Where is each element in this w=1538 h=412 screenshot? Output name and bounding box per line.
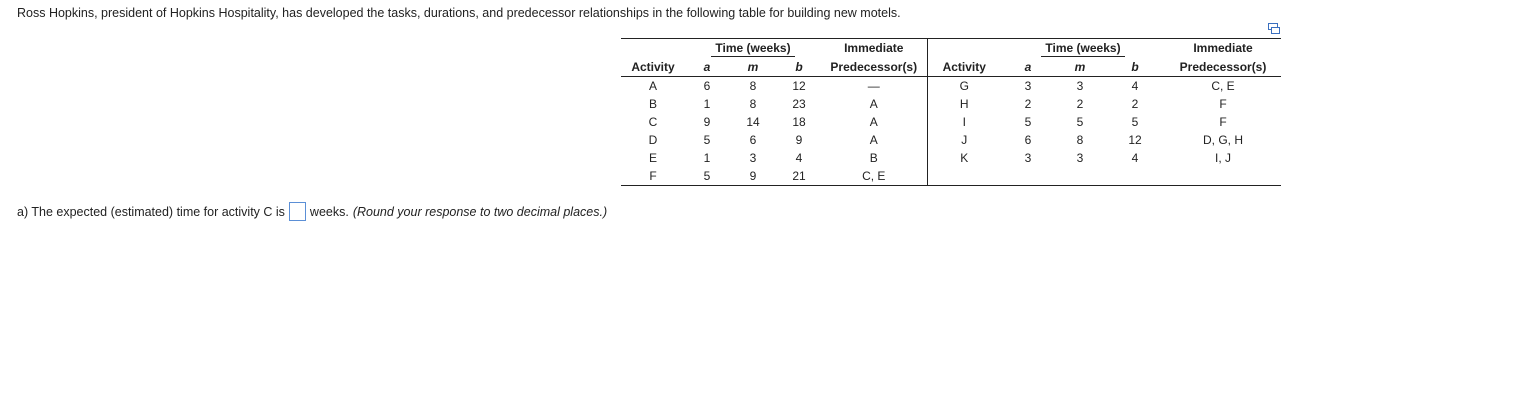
- table-row: [621, 77, 1281, 96]
- cell-a: 5: [1024, 115, 1032, 129]
- cell-activity: F: [649, 169, 657, 183]
- cell-m: 6: [749, 133, 757, 147]
- header-a-right: a: [1001, 57, 1055, 77]
- cell-activity: B: [648, 97, 657, 111]
- cell-m: 5: [1076, 115, 1084, 129]
- cell-predecessors: D, G, H: [1202, 133, 1243, 147]
- cell-m: 2: [1076, 97, 1084, 111]
- cell-b: [1105, 167, 1165, 186]
- header-immediate-right: Immediate: [1193, 41, 1253, 55]
- cell-a: 5: [703, 133, 711, 147]
- cell-activity: D: [648, 133, 658, 147]
- cell-predecessors: —: [821, 77, 927, 96]
- header-immediate-left: Immediate: [821, 39, 927, 58]
- cell-a: 3: [1024, 151, 1032, 165]
- header-spacer: [621, 39, 685, 58]
- cell-b: 23: [792, 97, 806, 111]
- cell-predecessors: C, E: [821, 167, 927, 186]
- cell-m: 9: [749, 169, 757, 183]
- cell-activity: K: [960, 151, 969, 165]
- cell-m: 8: [1076, 133, 1084, 147]
- cell-b: 12: [1128, 133, 1142, 147]
- cell-a: 1: [703, 151, 711, 165]
- header-activity-right: Activity: [927, 57, 1001, 77]
- header-a-left: a: [685, 57, 729, 77]
- answer-input[interactable]: [289, 202, 306, 221]
- cell-b: 4: [1131, 79, 1139, 93]
- table-row: [621, 167, 1281, 186]
- header-predecessors-left: Predecessor(s): [821, 57, 927, 77]
- cell-activity: C: [648, 115, 658, 129]
- cell-predecessors: F: [1219, 115, 1227, 129]
- cell-m: 8: [749, 79, 757, 93]
- cell-m: 14: [746, 115, 760, 129]
- cell-predecessors: F: [1219, 97, 1227, 111]
- cell-activity: E: [648, 151, 657, 165]
- cell-activity: J: [961, 133, 968, 147]
- cell-m: 3: [1076, 151, 1084, 165]
- table-row: [621, 149, 1281, 167]
- header-time-weeks-right: Time (weeks): [1001, 39, 1165, 58]
- question-prefix: a) The expected (estimated) time for activity C is: [17, 204, 285, 219]
- question-suffix: weeks.: [309, 204, 349, 219]
- table-row: [621, 113, 1281, 131]
- header-time-weeks-left: Time (weeks): [685, 39, 821, 58]
- cell-activity: [927, 167, 1001, 186]
- cell-predecessors: A: [821, 113, 927, 131]
- rounding-hint: (Round your response to two decimal places.): [352, 204, 608, 219]
- header-b-right: b: [1105, 57, 1165, 77]
- header-predecessors-right: Predecessor(s): [1165, 57, 1281, 77]
- header-spacer: [927, 39, 1001, 58]
- cell-a: 2: [1024, 97, 1032, 111]
- cell-a: [1001, 167, 1055, 186]
- cell-predecessors: A: [821, 95, 927, 113]
- cell-b: 4: [1131, 151, 1139, 165]
- cell-activity: H: [959, 97, 969, 111]
- cell-a: 9: [703, 115, 711, 129]
- table-row: [621, 131, 1281, 149]
- cell-predecessors: C, E: [1211, 79, 1235, 93]
- cell-predecessors: I, J: [1214, 151, 1231, 165]
- cell-m: 8: [749, 97, 757, 111]
- cell-m: [1055, 167, 1105, 186]
- cell-a: 5: [703, 169, 711, 183]
- problem-intro: Ross Hopkins, president of Hopkins Hospitality, has developed the tasks, durations, and predecessor relationships in the following table for building new motels.: [17, 6, 901, 20]
- cell-predecessors: B: [821, 149, 927, 167]
- cell-m: 3: [1076, 79, 1084, 93]
- activity-table: [621, 38, 1281, 186]
- question-a: [17, 202, 607, 221]
- cell-a: 6: [703, 79, 711, 93]
- cell-a: 1: [703, 97, 711, 111]
- cell-b: 21: [792, 169, 806, 183]
- cell-b: 5: [1131, 115, 1139, 129]
- cell-m: 3: [749, 151, 757, 165]
- header-activity-left: Activity: [621, 57, 685, 77]
- cell-b: 2: [1131, 97, 1139, 111]
- cell-b: 9: [795, 133, 803, 147]
- cell-a: 6: [1024, 133, 1032, 147]
- header-m-left: m: [729, 57, 777, 77]
- cell-activity: G: [959, 79, 969, 93]
- cell-activity: I: [962, 115, 966, 129]
- cell-b: 18: [792, 115, 806, 129]
- cell-activity: A: [648, 79, 657, 93]
- cell-a: 3: [1024, 79, 1032, 93]
- table-row: [621, 95, 1281, 113]
- cell-b: 12: [792, 79, 806, 93]
- header-b-left: b: [777, 57, 821, 77]
- copy-data-icon[interactable]: [1268, 23, 1280, 34]
- cell-predecessors: A: [821, 131, 927, 149]
- cell-b: 4: [795, 151, 803, 165]
- header-m-right: m: [1055, 57, 1105, 77]
- cell-predecessors: [1165, 167, 1281, 186]
